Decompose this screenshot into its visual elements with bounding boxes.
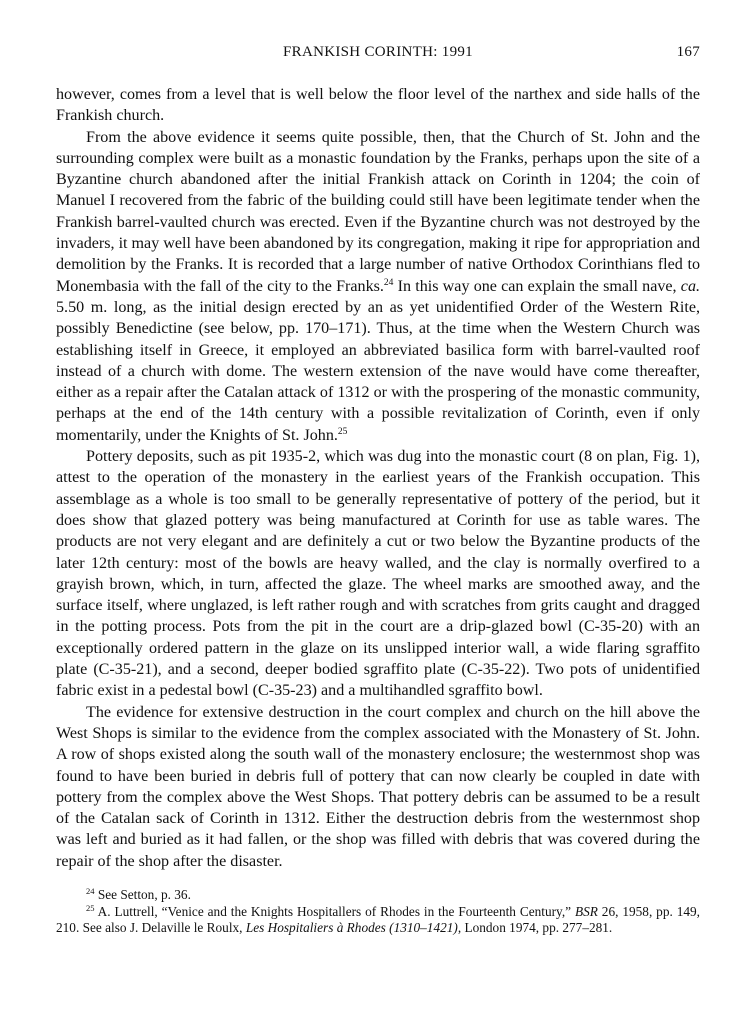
document-page [56, 44, 700, 937]
paragraph-continuation: however, comes from a level that is well below the floor level of the narthex and side halls of the Frankish church. [56, 86, 700, 125]
paragraph-destruction-evidence: The evidence for extensive destruction in the court complex and church on the hill above the West Shops is similar to the evidence from the complex associated with the Monastery of St. John. A row of shops existed along the south wall of the monastery enclosure; the westernmost shop was found to have been buried in debris full of pottery that can now clearly be coupled in date with pottery from the complex above the West Shops. That pottery debris can be assumed to be a result of the Catalan sack of Corinth in 1312. Either the destruction debris from the westernmost shop was left and buried as it had fallen, or the shop was filled with debris that was covered during the repair of the shop after the disaster. [56, 703, 700, 870]
running-head [56, 44, 700, 66]
paragraph-text: From the above evidence it seems quite possible, then, that the Church of St. John and the surrounding complex were built as a monastic foundation by the Franks, perhaps upon the site of a Byzantine church abandoned after the initial Frankish attack on Corinth in 1204; the coin of Manuel I recovered from the fabric of the building could still have been legitimate tender when the Frankish barrel-vaulted church was erected. Even if the Byzantine church was not destroyed by the invaders, it may well have been abandoned by its congregation, making it ripe for appropriation and demolition by the Franks. It is recorded that a large number of native Orthodox Corinthians fled to Monembasia with the fall of the city to the Franks. [56, 128, 701, 295]
body-text [56, 84, 700, 872]
paragraph-text: In this way one can explain the small nave, [393, 277, 681, 295]
footnote-number: 24 [86, 885, 95, 896]
footnote-25 [56, 904, 700, 937]
footnote-24 [56, 887, 700, 904]
footnotes [56, 887, 700, 937]
journal-title: BSR [574, 903, 598, 919]
footnote-text: See Setton, p. 36. [94, 886, 191, 902]
paragraph-text: 5.50 m. long, as the initial design erected by an as yet unidentified Order of the Western Rite, possibly Benedictine (see below, pp. 170–171). Thus, at the time when the Western Church was establishing itself in Greece, it employed an abbreviated basilica form with barrel-vaulted roof instead of a church with dome. The western extension of the nave would have come thereafter, either as a repair after the Catalan attack of 1312 or with the prospering of the monastic community, perhaps at the end of the 14th century with a possible revitalization of Corinth, even if only momentarily, under the Knights of St. John. [56, 298, 700, 444]
paragraph-monastic-foundation [56, 127, 700, 446]
footnote-text: A. Luttrell, “Venice and the Knights Hospitallers of Rhodes in the Fourteenth Century,” [94, 903, 575, 919]
footnote-ref-25[interactable]: 25 [337, 426, 348, 437]
footnote-ref-24[interactable]: 24 [383, 277, 394, 288]
footnote-text: , London 1974, pp. 277–281. [457, 920, 613, 936]
page-number: 167 [676, 44, 700, 60]
book-title: Les Hospitaliers à Rhodes (1310–1421) [245, 920, 458, 936]
footnote-number: 25 [86, 902, 95, 913]
footnote-text: 26, 1958, pp. 149, 210. See also J. Delaville le Roulx, [56, 903, 700, 936]
abbreviation-circa: ca. [680, 277, 701, 295]
paragraph-pottery-deposits: Pottery deposits, such as pit 1935-2, which was dug into the monastic court (8 on plan, Fig. 1), attest to the operation of the monastery in the earliest years of the Frankish occupation. This assemblage as a whole is too small to be generally representative of pottery of the period, but it does show that glazed pottery was being manufactured at Corinth for use as table wares. The products are not very elegant and are definitely a cut or two below the Byzantine products of the later 12th century: most of the bowls are heavy walled, and the clay is normally overfired to a grayish brown, which, in turn, affected the glaze. The wheel marks are smoothed away, and the surface itself, where unglazed, is left rather rough and with scratches from grits caught and dragged in the potting process. Pots from the pit in the court are a drip-glazed bowl (C-35-20) with an exceptionally ordered pattern in the glaze on its unslipped interior wall, a wide flaring sgraffito plate (C-35-21), and a second, deeper bodied sgraffito plate (C-35-22). Two pots of unidentified fabric exist in a pedestal bowl (C-35-23) and a multihandled sgraffito bowl. [56, 448, 700, 700]
running-title: FRANKISH CORINTH: 1991 [283, 44, 473, 60]
